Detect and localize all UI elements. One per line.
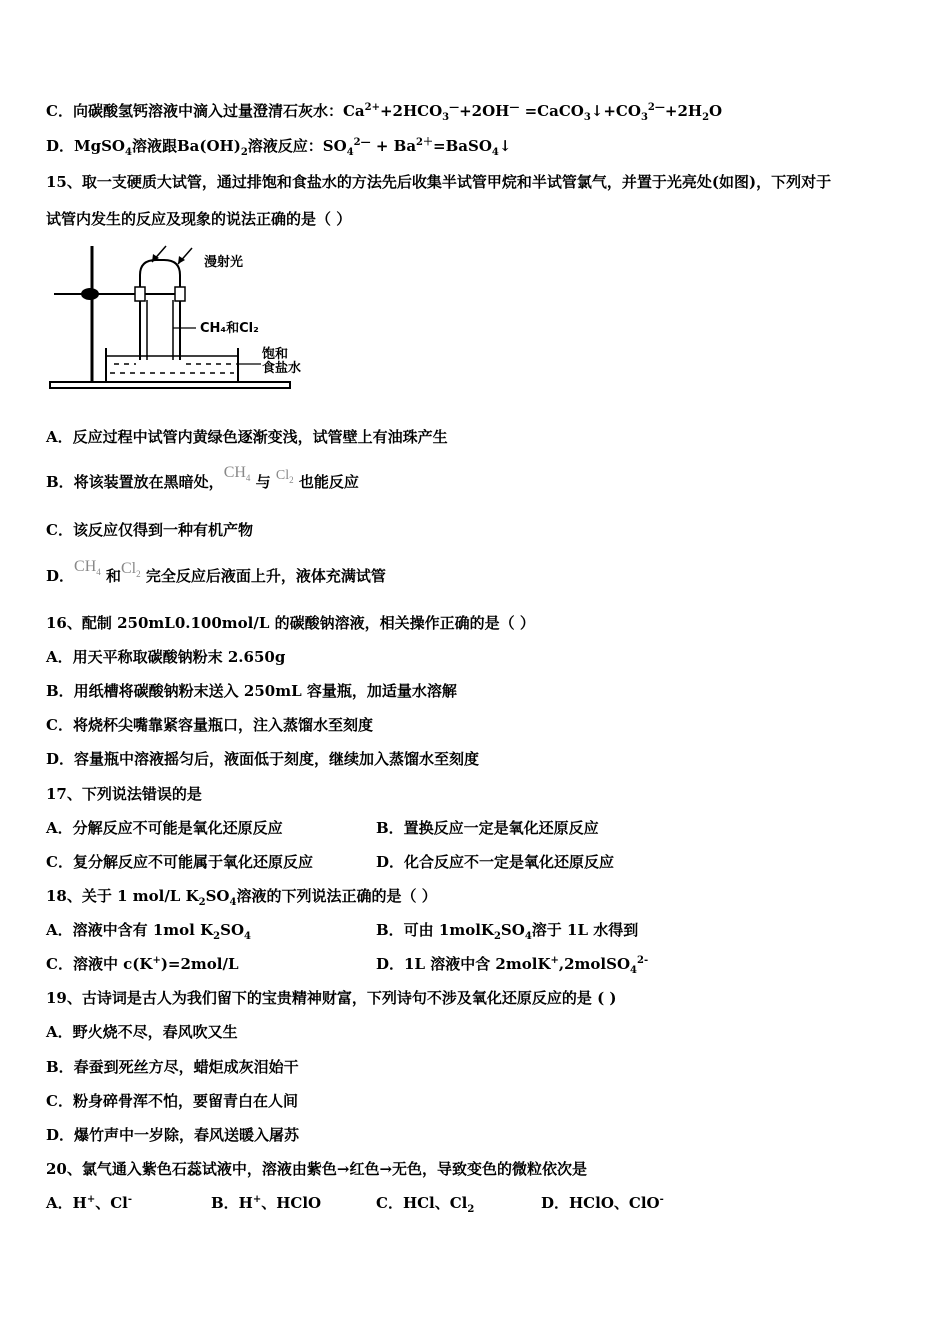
q15-option-c: C．该反应仅得到一种有机产物 (46, 521, 253, 539)
q15-stem-line1: 15、取一支硬质大试管，通过排饱和食盐水的方法先后收集半试管甲烷和半试管氯气，并置于光亮处(如图)，下列对于 (46, 173, 832, 191)
q19-option-c: C．粉身碎骨浑不怕，要留青白在人间 (46, 1092, 298, 1110)
q20-option-d: D．HClO、ClO- (541, 1194, 664, 1212)
figure-label-brine-2: 食盐水 (262, 361, 302, 376)
q15-option-b: B．将该装置放在黑暗处，$CH_4$ 与 $Cl_2$ 也能反应 (46, 464, 359, 491)
q15-stem-line2: 试管内发生的反应及现象的说法正确的是（ ） (46, 210, 352, 228)
tube-clamp-left (135, 287, 145, 301)
experiment-figure (46, 240, 346, 400)
q16-stem: 16、配制 250mL0.100mol/L 的碳酸钠溶液，相关操作正确的是（ ） (46, 614, 535, 632)
q17-option-c: C．复分解反应不可能属于氧化还原反应 (46, 853, 313, 871)
q16-option-c: C．将烧杯尖嘴靠紧容量瓶口，注入蒸馏水至刻度 (46, 716, 373, 734)
q19-option-a: A．野火烧不尽，春风吹又生 (46, 1023, 238, 1041)
clamp-knob (81, 288, 99, 300)
q15-option-d: D．$CH_4$ 和$Cl_2$ 完全反应后液面上升，液体充满试管 (46, 558, 386, 585)
q19-stem: 19、古诗词是古人为我们留下的宝贵精神财富，下列诗句不涉及氧化还原反应的是 ( ) (46, 989, 617, 1007)
q18-option-b: B．可由 $1molK_2SO_4$溶于 1L 水得到 (376, 921, 639, 942)
q20-option-a: A．H+、Cl- (46, 1194, 132, 1212)
q17-option-a: A．分解反应不可能是氧化还原反应 (46, 819, 283, 837)
q15-option-a: A．反应过程中试管内黄绿色逐渐变浅，试管壁上有油珠产生 (46, 428, 448, 446)
q18-option-d: D．1L 溶液中含 2molK+,2molSO$_4^{2-}$ (376, 955, 649, 976)
figure-label-light: 漫射光 (204, 255, 244, 270)
q16-option-b: B．用纸槽将碳酸钠粉末送入 250mL 容量瓶，加适量水溶解 (46, 682, 457, 700)
q18-stem: 18、关于 1 mol/L $K_2SO_4$溶液的下列说法正确的是（ ） (46, 887, 437, 908)
q20-stem: 20、氯气通入紫色石蕊试液中，溶液由紫色→红色→无色，导致变色的微粒依次是 (46, 1160, 588, 1178)
tube-clamp-right (175, 287, 185, 301)
q18-option-a: A．溶液中含有 1mol $K_2SO_4$ (46, 921, 251, 942)
figure-label-brine-1: 饱和 (262, 347, 289, 362)
q18-option-c: C．溶液中 c(K+)=2mol/L (46, 955, 239, 973)
water-trough (106, 348, 238, 382)
figure-label-gas: CH₄和Cl₂ (200, 321, 259, 336)
q17-option-b: B．置换反应一定是氧化还原反应 (376, 819, 599, 837)
test-tube (140, 260, 180, 360)
q20-option-c: C．HCl、$Cl_2$ (376, 1194, 475, 1215)
q19-option-b: B．春蚕到死丝方尽，蜡炬成灰泪始干 (46, 1058, 299, 1076)
q17-stem: 17、下列说法错误的是 (46, 785, 202, 803)
q20-option-b: B．H+、HClO (211, 1194, 322, 1212)
q17-option-d: D．化合反应不一定是氧化还原反应 (376, 853, 615, 871)
q14-option-c: C．向碳酸氢钙溶液中滴入过量澄清石灰水：$Ca^{2+}+2HCO_3^—+2OH^—$ $=CaCO_3↓+CO_3^{2—}+2H_2O$ (46, 102, 723, 123)
q16-option-a: A．用天平称取碳酸钠粉末 2.650g (46, 648, 286, 666)
q16-option-d: D．容量瓶中溶液摇匀后，液面低于刻度，继续加入蒸馏水至刻度 (46, 750, 480, 768)
q19-option-d: D．爆竹声中一岁除，春风送暖入屠苏 (46, 1126, 300, 1144)
q14-option-d: D．MgSO$_4$溶液跟$Ba(OH)_2$溶液反应：$SO_4^{2—}$ + $Ba^{2+}=BaSO_4↓$ (46, 137, 512, 158)
